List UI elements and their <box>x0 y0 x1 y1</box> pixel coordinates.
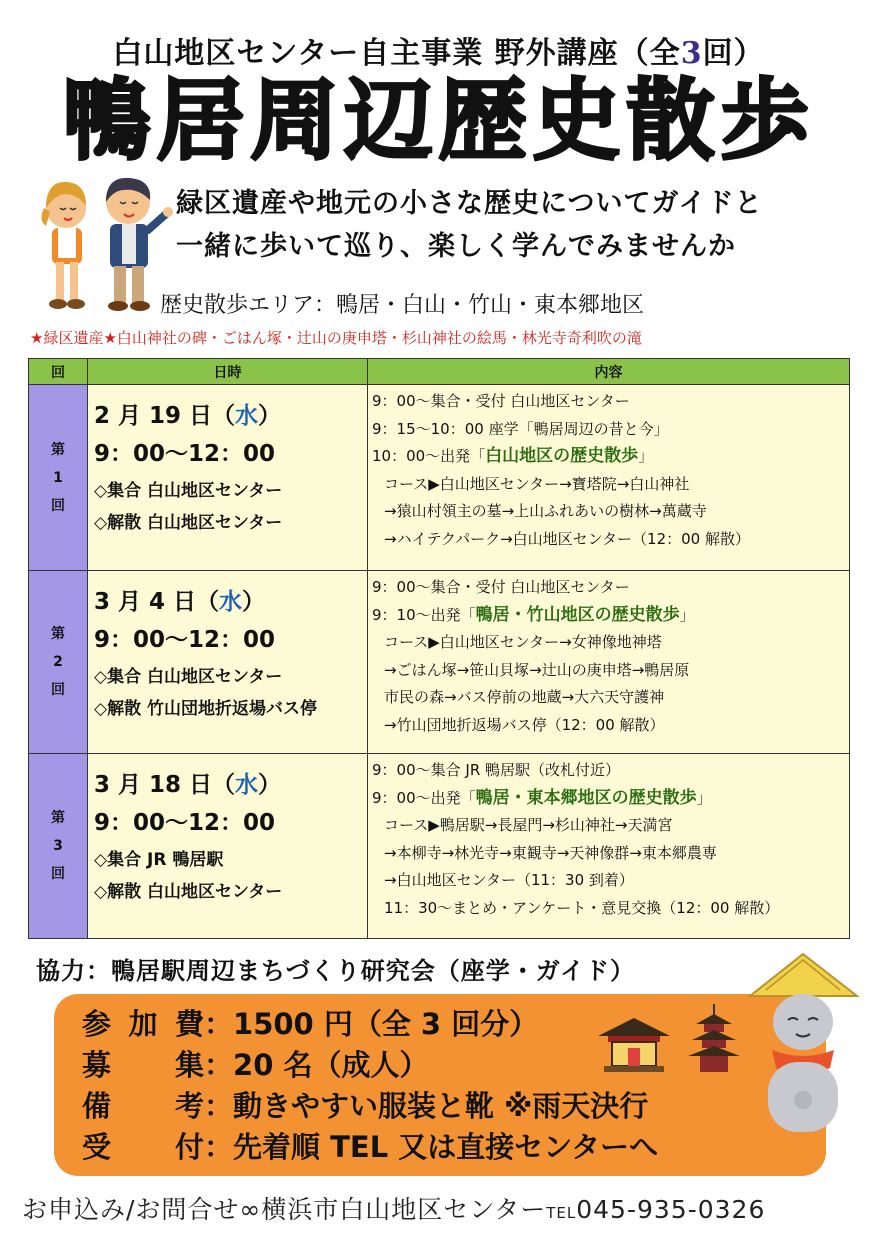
info-box <box>54 994 826 1176</box>
meeting-place: ◇集合 白山地区センター <box>94 481 283 501</box>
course-line: →本柳寺→林光寺→東観寺→天神像群→東本郷農専 <box>384 843 717 862</box>
round-suffix: 回 <box>51 497 65 514</box>
course-line: →白山地区センター（11：30 到着） <box>384 871 634 889</box>
content-line: 9：15〜10：00 座学「鴨居周辺の昔と今」 <box>372 419 669 438</box>
lead-text <box>176 182 763 268</box>
session-date <box>94 768 367 802</box>
woman-illustration <box>41 182 86 309</box>
course-line: コース▶白山地区センター→寶塔院→白山神社 <box>384 474 690 493</box>
dispersal-place: ◇解散 白山地区センター <box>94 513 283 533</box>
round-suffix: 回 <box>51 866 65 882</box>
weekday: 水 <box>235 403 259 429</box>
round-suffix: 回 <box>51 682 65 698</box>
schedule-row <box>29 385 850 571</box>
schedule-row <box>29 754 850 939</box>
tour-name: 白山地区の歴史散歩 <box>485 446 639 466</box>
course-line: 市民の森→バス停前の地蔵→大六天守護神 <box>384 688 665 706</box>
content-cell <box>368 754 850 939</box>
tour-suffix: 」 <box>679 605 695 624</box>
pagoda-icon <box>686 1004 742 1074</box>
header-datetime: 日時 <box>88 359 368 385</box>
course-line: →ごはん塚→笹山貝塚→辻山の庚申塔→鴨居原 <box>384 660 690 679</box>
course-line: →ハイテクパーク→白山地区センター（12：00 解散） <box>384 529 750 548</box>
info-label: 受付 <box>82 1130 204 1164</box>
tel-label: TEL <box>546 1204 577 1222</box>
session-time: 9：00〜12：00 <box>94 627 276 653</box>
dispersal-place: ◇解散 竹山団地折返場バス停 <box>94 699 317 719</box>
info-value: 先着順 TEL 又は直接センターへ <box>233 1130 659 1164</box>
meeting-place: ◇集合 JR 鴨居駅 <box>94 850 224 870</box>
round-digit: 1 <box>53 469 63 486</box>
schedule-table <box>28 358 850 939</box>
subtitle-post: 回） <box>702 36 765 71</box>
round-prefix: 第 <box>51 810 65 826</box>
info-label: 募集 <box>82 1048 204 1082</box>
session-date <box>94 399 367 433</box>
course-line: 11：30〜まとめ・アンケート・意見交換（12：00 解散） <box>384 898 780 917</box>
course-line: コース▶鴨居駅→長屋門→杉山神社→天満宮 <box>384 816 673 834</box>
info-capacity: 募集：20 名（成人） <box>82 1045 658 1086</box>
content-line: 9：00〜集合・受付 白山地区センター <box>372 578 630 596</box>
date-close: ） <box>258 403 282 429</box>
dispersal-place: ◇解散 白山地区センター <box>94 882 283 902</box>
tel-number: 045-935-0326 <box>576 1195 766 1224</box>
weekday: 水 <box>235 772 259 798</box>
date-text: 3 月 4 日（ <box>94 589 220 615</box>
tour-prefix: 9：00〜出発「 <box>372 788 476 807</box>
weekday: 水 <box>219 589 243 615</box>
course-line: →竹山団地折返場バス停（12：00 解散） <box>384 715 665 734</box>
round-number <box>29 571 88 754</box>
info-label: 備考 <box>82 1089 204 1123</box>
round-prefix: 第 <box>51 441 65 458</box>
session-time: 9：00〜12：00 <box>94 810 276 836</box>
tour-suffix: 」 <box>696 788 712 807</box>
content-line: 9：00〜集合・受付 白山地区センター <box>372 392 630 410</box>
tour-prefix: 9：10〜出発「 <box>372 605 476 624</box>
date-close: ） <box>242 589 266 615</box>
tour-name: 鴨居・竹山地区の歴史散歩 <box>475 604 680 625</box>
walking-area: 歴史散歩エリア：鴨居・白山・竹山・東本郷地区 <box>160 293 645 318</box>
tour-suffix: 」 <box>638 447 654 465</box>
date-cell <box>88 385 368 571</box>
info-value: 1500 円（全 3 回分） <box>233 1007 539 1041</box>
cooperation-credit: 協力：鴨居駅周辺まちづくり研究会（座学・ガイド） <box>36 957 636 985</box>
round-number <box>29 385 88 571</box>
course-line: コース▶白山地区センター→女神像地神塔 <box>384 633 662 651</box>
jizo-statue-illustration <box>746 950 861 1140</box>
tour-name: 鴨居・東本郷地区の歴史散歩 <box>475 787 697 808</box>
heritage-list: ★緑区遺産★白山神社の碑・ごはん塚・辻山の庚申塔・杉山神社の絵馬・林光寺奇利吹の滝 <box>30 329 642 347</box>
round-prefix: 第 <box>51 626 65 642</box>
info-notes: 備考：動きやすい服装と靴 ※雨天決行 <box>82 1086 658 1127</box>
walking-couple-illustration <box>28 168 178 318</box>
info-reception: 受付：先着順 TEL 又は直接センターへ <box>82 1127 658 1168</box>
schedule-header-row <box>29 359 850 385</box>
course-line: →猿山村領主の墓→上山ふれあいの樹林→萬蔵寺 <box>384 502 707 520</box>
info-label: 参加費 <box>82 1007 204 1041</box>
contact-footer <box>22 1190 765 1226</box>
round-digit: 3 <box>53 838 63 854</box>
footer-text: お申込み/お問合せ∞横浜市白山地区センター <box>22 1195 547 1224</box>
schedule-row <box>29 571 850 754</box>
info-fee: 参加費：1500 円（全 3 回分） <box>82 1004 658 1045</box>
date-close: ） <box>258 772 282 798</box>
round-number <box>29 754 88 939</box>
content-line-tour <box>372 785 849 813</box>
info-list <box>82 1004 658 1168</box>
round-digit: 2 <box>53 654 63 670</box>
content-cell <box>368 385 850 571</box>
lead-line-1: 緑区遺産や地元の小さな歴史についてガイドと <box>176 188 763 219</box>
tour-prefix: 10：00〜出発「 <box>372 447 486 465</box>
date-text: 3 月 18 日（ <box>94 772 236 798</box>
content-line: 9：00〜集合 JR 鴨居駅（改札付近） <box>372 761 621 779</box>
lead-line-2: 一緒に歩いて巡り、楽しく学んでみませんか <box>176 231 736 262</box>
date-cell <box>88 754 368 939</box>
header-round: 回 <box>29 359 88 385</box>
shrine-icon <box>594 1014 674 1074</box>
date-cell <box>88 571 368 754</box>
info-value: 動きやすい服装と靴 ※雨天決行 <box>233 1089 649 1123</box>
session-date <box>94 585 367 619</box>
content-cell <box>368 571 850 754</box>
event-title: 鴨居周辺歴史散歩 <box>62 69 815 172</box>
subtitle-pre: 白山地区センター自主事業 野外講座（全 <box>112 36 681 71</box>
content-line-tour <box>372 602 849 630</box>
subtitle-num: 3 <box>680 36 703 71</box>
info-value: 20 名（成人） <box>233 1048 429 1082</box>
session-time: 9：00〜12：00 <box>94 441 276 467</box>
content-line-tour <box>372 443 849 471</box>
date-text: 2 月 19 日（ <box>94 403 236 429</box>
meeting-place: ◇集合 白山地区センター <box>94 667 283 687</box>
header-content: 内容 <box>368 359 850 385</box>
